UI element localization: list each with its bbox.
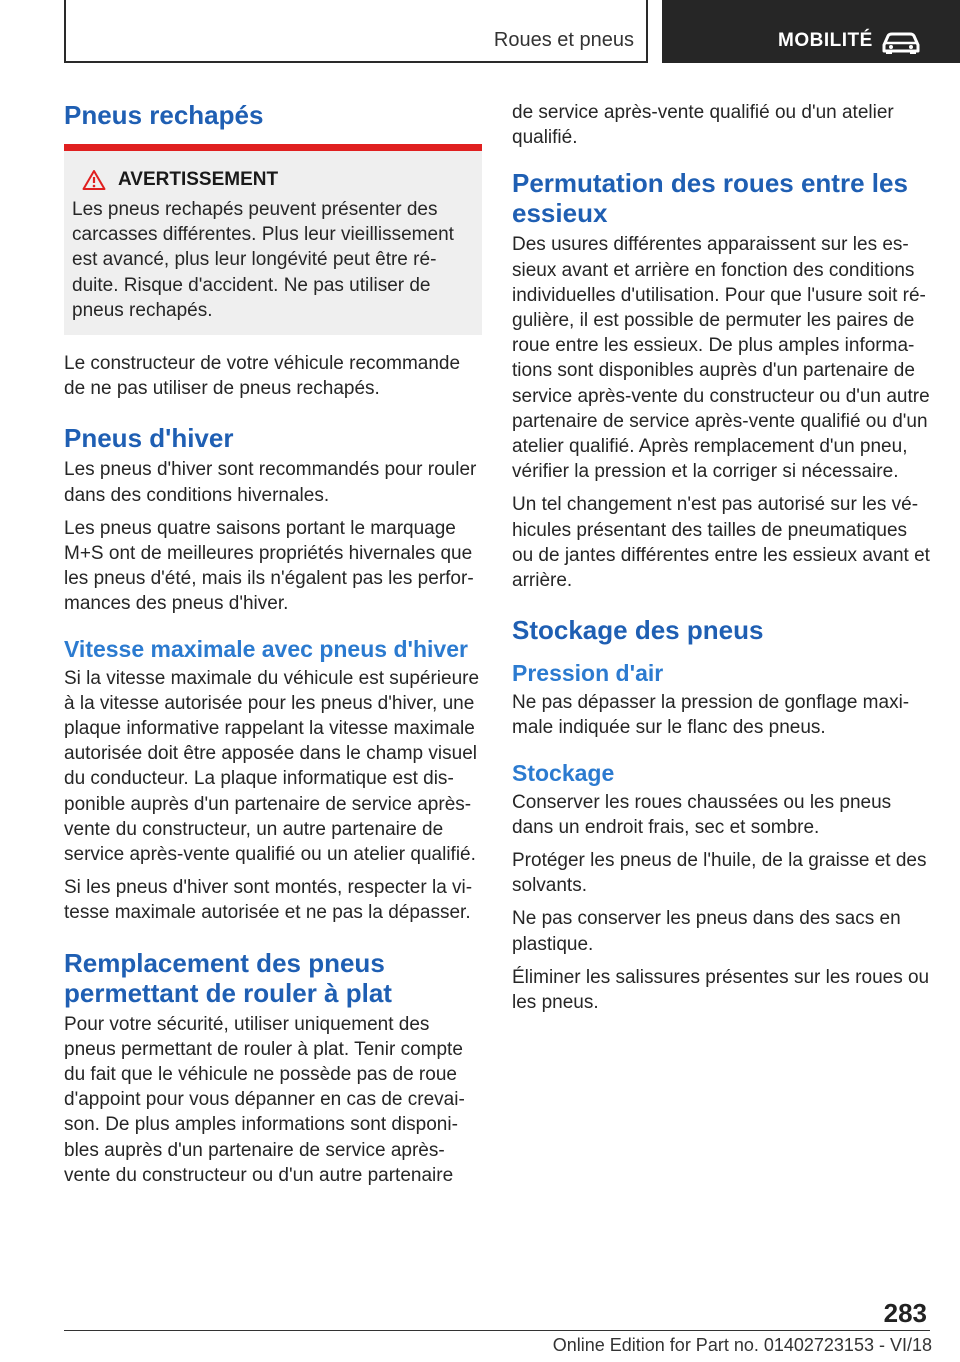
page-number: 283 (883, 1298, 927, 1328)
paragraph-pressure: Ne pas dépasser la pression de gonflage maximale indiquée sur le flanc des pneus. (512, 692, 910, 739)
heading-winter-max-speed: Vitesse maximale avec pneus d'hiver (64, 635, 468, 662)
left-column (64, 100, 482, 1196)
heading-stockage: Stockage (512, 759, 615, 786)
right-column (512, 100, 930, 1023)
footer-edition-text: Online Edition for Part no. 01402723153 - VI/18 (552, 1335, 932, 1355)
paragraph-speed-1: Si la vitesse maximale du véhicule est supérieure à la vitesse autorisée pour les pneus d'hiver, une plaque informative rappelant la vitesse maximale autorisée doit être apposée dans le champ visuel du conducteur. La plaque informatique est disponible auprès d'un partenaire de service après-vente du constructeur, un autre partenaire de service après-vente qualifié ou un atelier qualifié. (64, 667, 480, 866)
paragraph-stock-4: Éliminer les salissures présentes sur les roues ou les pneus. (512, 966, 930, 1014)
footer-divider (64, 1330, 930, 1331)
paragraph-winter-1: Les pneus d'hiver sont recommandés pour rouler dans des conditions hivernales. (64, 459, 477, 506)
paragraph-rotation-2: Un tel changement n'est pas autorisé sur les véhicules présentant des tailles de pneumatiques ou de jantes différentes entre les essieux avant et arrière. (512, 494, 930, 592)
car-icon (880, 30, 922, 54)
header-chapter-label: MOBILITÉ (778, 30, 873, 51)
warning-title-row (82, 169, 474, 191)
paragraph-stock-2: Protéger les pneus de l'huile, de la graisse et des solvants. (512, 850, 927, 897)
paragraph-winter-2: Les pneus quatre saisons portant le marquage M+S ont de meilleures propriétés hivernales que les pneus d'été, mais ils n'égalent pas les performances des pneus d'hiver. (64, 517, 474, 615)
paragraph-retread-recommendation: Le constructeur de votre véhicule recommande de ne pas utiliser de pneus rechapés. (64, 353, 461, 400)
heading-wheel-rotation: Permutation des roues entre les essieux (512, 168, 908, 229)
warning-title: AVERTISSEMENT (118, 169, 279, 190)
paragraph-stock-3: Ne pas conserver les pneus dans des sacs en plastique. (512, 908, 901, 955)
paragraph-runflat: Pour votre sécurité, utiliser uniquement des pneus permettant de rouler à plat. Tenir compte du fait que le véhicule ne possède pas de roue d'appoint pour vous dépanner en cas de crevaison. De plus amples informations sont disponibles auprès d'un partenaire de service après-vente du constructeur ou d'un autre partenaire (64, 1013, 465, 1186)
header-chapter-tab (662, 0, 960, 63)
heading-tyre-storage: Stockage des pneus (512, 615, 764, 646)
paragraph-stock-1: Conserver les roues chaussées ou les pneus dans un endroit frais, sec et sombre. (512, 791, 892, 838)
heading-air-pressure: Pression d'air (512, 660, 664, 687)
paragraph-speed-2: Si les pneus d'hiver sont montés, respecter la vitesse maximale autorisée et ne pas la dépasser. (64, 877, 473, 924)
paragraph-rotation-1: Des usures différentes apparaissent sur les essieux avant et arrière en fonction des conditions individuelles d'utilisation. Pour que l'usure soit régulière, il est possible de permuter les paires de roue entre les essieux. De plus amples informations sont disponibles auprès d'un partenaire de service après-vente du constructeur ou d'un autre partenaire de service après-vente qualifié ou d'un atelier qualifié. Après remplacement d'un pneu, vérifier la pression et la corriger si nécessaire. (512, 234, 930, 483)
warning-text: Les pneus rechapés peuvent présenter des carcasses différentes. Plus leur vieillissement est avancé, plus leur longévité peut être réduite. Risque d'accident. Ne pas utiliser de pneus rechapés. (72, 199, 454, 321)
heading-retreaded-tyres: Pneus rechapés (64, 100, 264, 130)
heading-runflat-replacement: Remplacement des pneus permettant de rouler à plat (64, 947, 392, 1008)
header-section-title: Roues et pneus (493, 29, 634, 51)
paragraph-continued: de service après-vente qualifié ou d'un atelier qualifié. (512, 102, 894, 149)
warning-box (64, 144, 482, 335)
header-section-box (64, 0, 648, 63)
heading-winter-tyres: Pneus d'hiver (64, 423, 234, 454)
warning-triangle-icon (82, 169, 106, 191)
